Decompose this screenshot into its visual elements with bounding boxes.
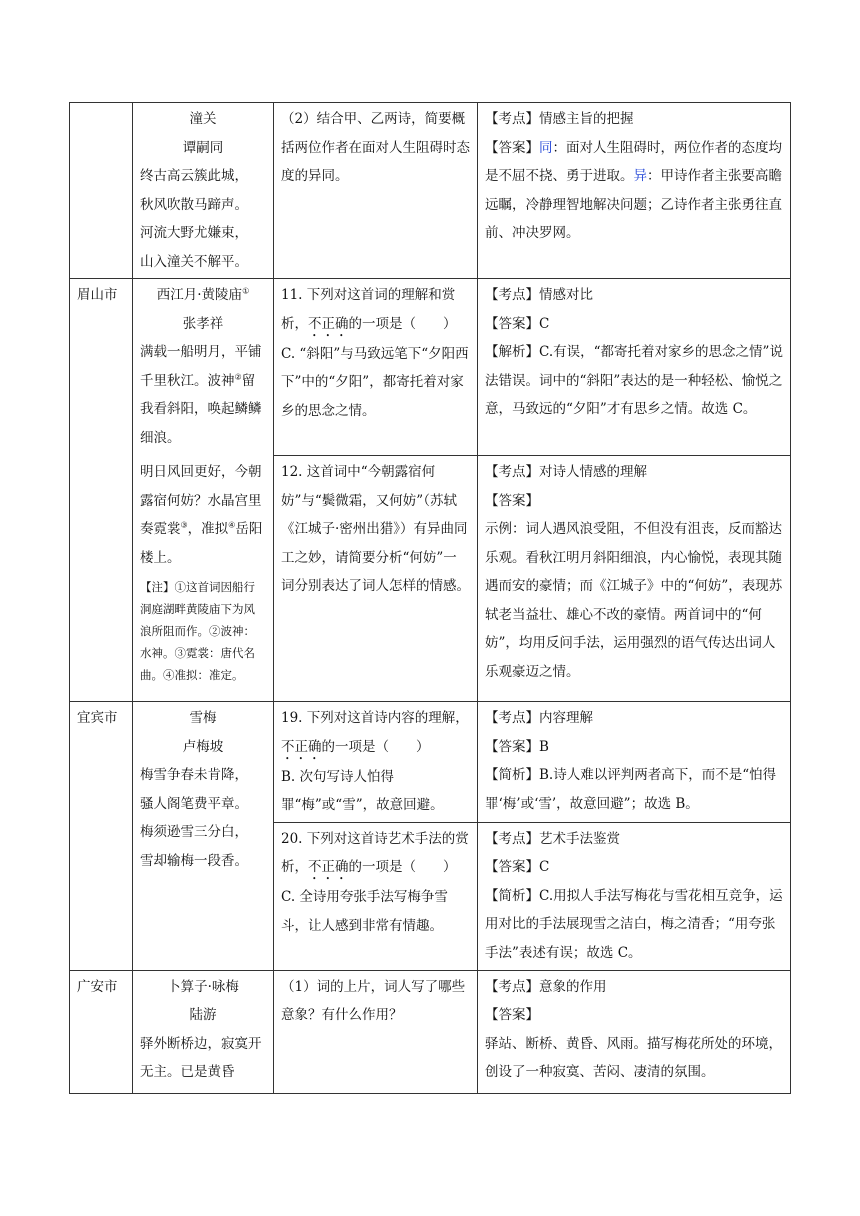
jianxi-text: C.用拟人手法写梅花与雪花相互竞争，运用对比的手法展现雪之洁白，梅之清香；“用夸张手法”表述有误；故选 C。 <box>485 887 783 961</box>
kaodian-tag: 【考点】 <box>485 710 539 726</box>
answer-tag: 【答案】 <box>485 315 539 332</box>
kaodian-text: 情感对比 <box>539 287 593 303</box>
jianxi-tag: 【简析】 <box>485 887 539 904</box>
kaodian-tag: 【考点】 <box>485 464 539 480</box>
city-cell: 宜宾市 <box>70 702 133 971</box>
poem-line: 秋风吹散马蹄声。 <box>140 196 248 213</box>
kaodian-tag: 【考点】 <box>485 978 539 995</box>
poem-line: 终古高云簇此城， <box>140 168 248 184</box>
poem-title: 潼关 <box>189 111 217 127</box>
question-text <box>281 825 470 884</box>
answer-cell <box>478 702 791 823</box>
question-text: （1）词的上片，词人写了哪些意象？有什么作用？ <box>281 978 466 1023</box>
kaodian-text: 对诗人情感的理解 <box>539 464 647 480</box>
poem-cell <box>133 970 274 1093</box>
poem-title: 卜算子·咏梅 <box>167 978 239 995</box>
poem-line: 骚人阁笔费平章。 <box>140 795 248 812</box>
poem-text: 留我看斜阳，唤起鳞鳞细浪。 <box>140 372 262 446</box>
answer-text: C <box>539 315 550 332</box>
city-cell: 广安市 <box>70 970 133 1093</box>
poem-stanza <box>140 458 266 572</box>
table-row <box>70 970 791 1093</box>
jiexi-text: C.有误，“都寄托着对家乡的思念之情”说法错误。词中的“斜阳”表达的是一种轻松、愉悦之意，马致远的“夕阳”才有思乡之情。故选 C。 <box>485 344 783 417</box>
emphasis-text: 不正确 <box>281 738 322 755</box>
answer-cell <box>478 822 791 970</box>
jianxi-text: B.诗人难以评判两者高下，而不是“怕得罪‘梅’或‘雪’，故意回避”；故选 B。 <box>485 767 777 812</box>
option-text: C. 全诗用夸张手法写梅争雪斗，让人感到非常有情趣。 <box>281 889 448 934</box>
footnote-mark: ④ <box>228 520 236 530</box>
question-cell <box>274 822 478 970</box>
table-row <box>70 103 791 279</box>
question-text: （2）结合甲、乙两诗，简要概括两位作者在面对人生阻碍时态度的异同。 <box>281 111 470 184</box>
kaodian-text: 情感主旨的把握 <box>539 111 634 127</box>
answer-same-text: ：面对人生阻碍时，两位作者的态度均是不屈不挠、勇于进取。 <box>485 139 782 184</box>
answer-tag: 【答案】 <box>485 139 539 156</box>
question-text <box>281 281 470 340</box>
poem-line: 梅雪争春未肯降， <box>140 767 248 783</box>
option-text: B. 次句写诗人怕得罪“梅”或“雪”，故意回避。 <box>281 768 444 813</box>
poem-text: 明日风回更好，今朝露宿何妨？水晶宫里奏霓裳 <box>140 464 262 537</box>
question-text <box>281 704 470 763</box>
poem-title <box>140 281 266 310</box>
poem-cell <box>133 103 274 279</box>
answer-text: 驿站、断桥、黄昏、风雨。描写梅花所处的环境，创设了一种寂寞、苦闷、凄清的氛围。 <box>485 1035 782 1080</box>
poem-cell <box>133 279 274 702</box>
answer-diff-label: 异 <box>633 168 647 184</box>
poem-line: 梅须逊雪三分白， <box>140 824 248 840</box>
poem-author: 张孝祥 <box>182 315 224 332</box>
kaodian-text: 艺术手法鉴赏 <box>539 830 620 847</box>
table-row <box>70 279 791 456</box>
answer-tag: 【答案】 <box>485 859 539 875</box>
poem-title-text: 西江月·黄陵庙 <box>156 287 243 303</box>
answer-cell <box>478 279 791 456</box>
city-cell <box>70 103 133 279</box>
question-stem-end: 的一项是（ ） <box>348 315 457 332</box>
question-cell <box>274 279 478 456</box>
question-stem: 20. 下列对这首诗艺术手法的赏析， <box>281 830 469 875</box>
poem-title: 雪梅 <box>189 710 217 726</box>
poem-text: ，准拟 <box>187 521 229 537</box>
footnote-mark: ② <box>234 372 242 381</box>
answer-cell <box>478 970 791 1093</box>
poem-line: 雪却输梅一段香。 <box>140 852 248 869</box>
poem-note: 【注】①这首词因船行洞庭湖畔黄陵庙下为风浪所阻而作。②波神：水神。③霓裳：唐代名曲。④准拟：准定。 <box>140 580 255 682</box>
table-row <box>70 702 791 823</box>
kaodian-tag: 【考点】 <box>485 830 539 847</box>
answer-tag: 【答案】 <box>485 1007 539 1023</box>
kaodian-text: 意象的作用 <box>539 978 607 995</box>
kaodian-tag: 【考点】 <box>485 287 539 303</box>
poem-stanza <box>140 338 266 452</box>
kaodian-tag: 【考点】 <box>485 111 539 127</box>
question-cell <box>274 970 478 1093</box>
city-cell: 眉山市 <box>70 279 133 702</box>
poem-author: 卢梅坡 <box>182 738 224 755</box>
jianxi-tag: 【简析】 <box>485 767 539 783</box>
answer-tag: 【答案】 <box>485 492 539 509</box>
answer-text: C <box>539 859 550 875</box>
question-stem: 11. 下列对这首词的理解和赏析， <box>281 287 456 332</box>
question-stem-end: 的一项是（ ） <box>348 859 457 875</box>
exam-table <box>69 102 791 1094</box>
poem-author: 陆游 <box>189 1007 217 1023</box>
footnote-mark: ③ <box>180 520 188 530</box>
poem-author: 谭嗣同 <box>182 139 224 156</box>
kaodian-text: 内容理解 <box>539 710 593 726</box>
emphasis-text: 不正确 <box>308 315 349 332</box>
answer-text: B <box>539 738 549 755</box>
answer-text: 示例：词人遇风浪受阻，不但没有沮丧，反而豁达乐观。看秋江明月斜阳细浪，内心愉悦，表现其随遇而安的豪情；而《江城子》中的“何妨”，表现苏轼老当益壮、雄心不改的豪情。两首词中的“何妨”，均用反问手法，运用强烈的语气传达出词人乐观豪迈之情。 <box>485 521 783 680</box>
poem-cell <box>133 702 274 971</box>
question-stem: 19. 下列对这首诗内容的理解， <box>281 710 469 726</box>
question-stem-end: 的一项是（ ） <box>321 738 430 755</box>
poem-text: 驿外断桥边，寂寞开无主。已是黄昏 <box>140 1035 262 1080</box>
footnote-mark: ① <box>242 286 250 296</box>
question-text: 12. 这首词中“今朝露宿何妨”与“鬓微霜，又何妨”（苏轼《江城子·密州出猎》）有异曲同工之妙，请简要分析“何妨”一词分别表达了词人怎样的情感。 <box>281 464 470 594</box>
option-text: C. “斜阳”与马致远笔下“夕阳西下”中的“夕阳”，都寄托着对家乡的思念之情。 <box>281 345 469 419</box>
question-cell <box>274 702 478 823</box>
jiexi-tag: 【解析】 <box>485 344 539 360</box>
answer-cell <box>478 103 791 279</box>
poem-line: 山入潼关不解平。 <box>140 253 248 270</box>
poem-line: 河流大野尤嫌束， <box>140 225 248 241</box>
poem-text: 岳阳楼上。 <box>140 521 263 566</box>
poem-text: 满载一船明月，平铺千里秋江。波神 <box>140 344 262 389</box>
answer-cell <box>478 456 791 702</box>
answer-diff-text: ：甲诗作者主张要高瞻远瞩，冷静理智地解决问题；乙诗作者主张勇往直前、冲决罗网。 <box>485 168 782 241</box>
question-cell <box>274 456 478 702</box>
answer-tag: 【答案】 <box>485 738 539 755</box>
emphasis-text: 不正确 <box>308 859 349 875</box>
answer-same-label: 同 <box>539 139 553 156</box>
question-cell <box>274 103 478 279</box>
